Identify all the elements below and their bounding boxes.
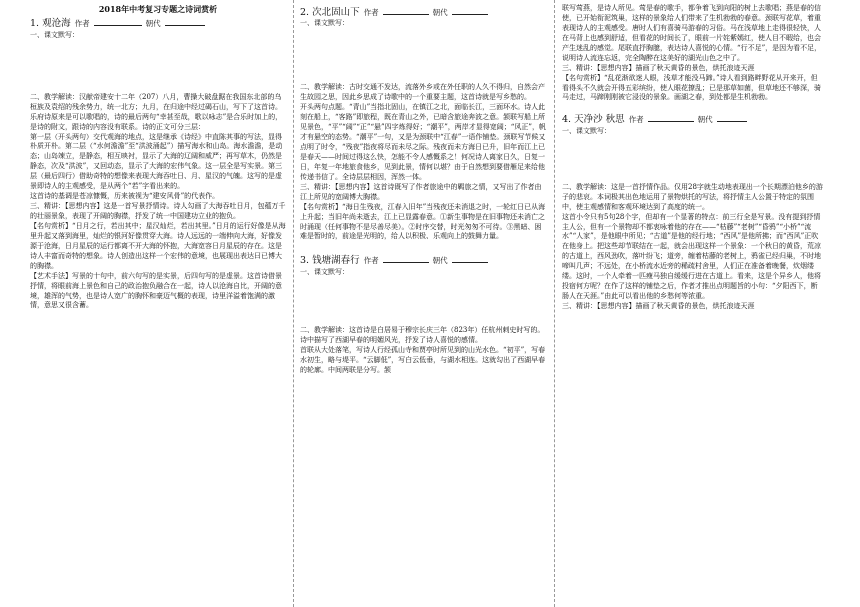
answer-space[interactable]: [30, 41, 286, 93]
paragraph: 【思想内容】描画了秋天黄昏的景色，烘托浪迹天涯: [597, 63, 755, 72]
author-blank[interactable]: [383, 6, 429, 15]
section-heading-recite: 一、课文默写：: [30, 30, 79, 39]
column-divider: [554, 0, 555, 607]
column-1: [30, 4, 286, 607]
dynasty-blank[interactable]: [165, 17, 205, 26]
column-divider: [293, 0, 294, 607]
section-heading-teaching: 二、教学解读：: [562, 182, 611, 191]
paragraph: 【思想内容】这是一首写景抒情诗。诗人勾画了大海吞吐日月，包蕴万千的壮丽景象，表现了开阔的胸襟，抒发了统一中国建功立业的抱负。: [30, 202, 286, 221]
document-title: 2018年中考复习专题之诗词赏析: [98, 4, 218, 14]
section-heading-teaching: 二、教学解读：: [300, 83, 349, 92]
dynasty-label: 朝代: [697, 115, 713, 125]
poem-heading: [300, 254, 546, 267]
paragraph: 首联从大处落笔，写诗人行经孤山寺和贾亭时所见到的山光水色。“初平”，写春水初生，略与堤平。“云脚低”，写白云低垂，与湖水相连。这就勾出了西湖早春的轮廓。中间两联是分写。颔: [300, 345, 546, 374]
column-3: [562, 4, 824, 607]
paragraph: 【艺术手法】写景的十句中，前六句写的是实景，后四句写的是虚景。这首诗借景抒情，将眼前海上景色和自己的政治抱负融合在一起，诗人以沧海自比，开阔的意境，雄浑的气势，也是诗人宽广的胸怀和豪迈气概的表现，诗里洋溢着饱满的激情，意思又很含蓄。: [30, 271, 282, 310]
paragraph: 【名句赏析】“日月之行，若出其中；星汉灿烂，若出其里。”日月的运行好像是从海里升起又落到海里，灿烂的银河好像贯穿大海。诗人远远的一端伸向大海，好像发源于沧海，日月星辰的运行都离不开大海的怀抱，大海宽容日月星辰的存在。这是诗人丰富而奇特的想象。诗人创造出这样一个宏伟的意境，也展现出表达曰已博大的胸襟。: [30, 221, 286, 270]
author-blank[interactable]: [383, 254, 429, 263]
author-blank[interactable]: [648, 113, 694, 122]
paragraph: 古时交通不发达，流落外乡或在外任职的人久不得归，自然会产生故园之思，因此乡思成了诗歌中的一个重要主题，这首诗就是写乡愁的。: [300, 83, 545, 102]
section-heading-recite: 一、课文默写：: [300, 267, 349, 276]
paragraph: 这首诗的基调是苍凉慷慨，历来被视为“建安风骨”的代表作。: [30, 192, 220, 201]
section-heading-teaching: 二、教学解读：: [300, 325, 349, 334]
poem-title: 2. 次北固山下: [300, 7, 360, 18]
poem-heading: [300, 6, 546, 19]
section-heading-explain: 三、精讲：: [562, 63, 597, 72]
paragraph: 这首诗是白居易于穆宗长庆三年（823年）任杭州刺史时写的。诗中描写了西湖早春的明媚风光，抒发了诗人喜悦的感情。: [300, 325, 545, 344]
paragraph: 汉献帝建安十二年（207）八月，曹操大破盘踞在我国东北部的乌桓族及袁绍的残余势力，统一北方；九月，在归途中经过碣石山，写下了这首诗。乐府诗原来是可以歌唱的，诗的最后两句“幸甚至哉，歌以咏志”是合乐时加上的，是诗的附文，跟诗的内容没有联系。诗的正文可分三层：: [30, 92, 283, 131]
poem-heading: [562, 113, 824, 126]
dynasty-label: 朝代: [432, 256, 448, 266]
dynasty-blank[interactable]: [717, 113, 747, 122]
section-heading-recite: 一、课文默写：: [300, 19, 349, 28]
author-label: 作者: [628, 115, 644, 125]
poem-title: 3. 钱塘湖春行: [300, 255, 360, 267]
poem-heading: [30, 17, 286, 30]
section-heading-recite: 一、课文默写：: [562, 126, 611, 135]
author-blank[interactable]: [94, 17, 142, 26]
paragraph: 联写莺燕，是诗人所见。莺是春的歌手，都争着飞到向阳的树上去歌唱；燕是春的信使，已开始衔泥筑巢，这样的景象给人们带来了生机勃勃的春意。颈联写花草，着重表现诗人的主观感受。唐时人们有喜骑马游春的习俗。马在浅草地上走得很轻快，人在马背上也感到舒适，但看花的时间长了，眼前一片姹紫嫣红，使人目不暇给，也会产生迷乱的感觉。尾联直抒胸臆，表达诗人喜悦的心情。“行不足”，是因为看不足，说明诗人流连忘返，完全陶醉在这美好的湖光山色之中了。: [562, 4, 822, 62]
poem-title: 4. 天净沙 秋思: [562, 114, 625, 126]
dynasty-blank[interactable]: [452, 254, 488, 263]
section-heading-explain: 三、精讲：: [30, 202, 65, 211]
paragraph: 开头两句点题。“青山”当指北固山，在镇江之北，面临长江，三面环水。诗人此刻在船上，“客路”即旅程，既在青山之外，已暗含旅途奔波之意。颔联写船上所见景色，“平”“阔”“正”“悬”四字炼得好；“潮平”，两岸才显得宽阔；“风正”，帆才有悬空的态势。“潮平”一句，又是为颈联中“江春”一语作铺垫。颈联写节候又点明了时令，“残夜”指夜将尽而未尽之际。残夜而未方海日已升，旧年而江上已是春天——时间过得这么快，怎能不令人感慨系之！何况诗人离家日久，日复一日，年复一年地旅食他乡，见到此景，情何以堪？由于自然想到要借雁足来给他传递书信了。全诗层层相因，浑然一体。: [300, 103, 546, 181]
paragraph: 这是一首抒情作品。仅用28字就生动地表现出一个长期漂泊他乡的游子的悲哀。本词极其出色地运用了景物烘托的写法，将抒情主人公置于特定的氛围中，使主观感情和客观环境达到了高度的统一。: [562, 182, 823, 211]
author-label: 作者: [363, 8, 379, 17]
paragraph: 【思想内容】描画了秋天黄昏的景色，烘托浪迹天涯: [597, 302, 755, 311]
dynasty-label: 朝代: [145, 19, 161, 29]
dynasty-blank[interactable]: [452, 6, 488, 15]
paragraph: 第一层（开头两句）交代观海的地点，这是继承《诗经》中直陈其事的写法，显得朴质开朴。第二层（“水何澹澹”至“洪波涌起”）描写海水和山岛。海水澹澹，是动态；山岛竦立，是静态，相互映衬，显示了大海的辽阔和威严；再写草木，仍然是静态，次及“洪波”，又回动态，显示了大海的宏伟气象。这一层全是写实景。第三层（最后四行）借助奇特的想像来表现大海吞吐日、月、星汉的气魄。这写的是虚景即诗人的主观感受，是从两个“若”字看出来的。: [30, 132, 283, 191]
answer-space[interactable]: [300, 29, 546, 83]
author-label: 作者: [363, 256, 379, 266]
poem-title: 1. 观沧海: [30, 18, 71, 30]
paragraph: 【名句赏析】“乱花渐欲迷人眼，浅草才能没马蹄。”诗人看到路畔野花从开来开，但看得头不久就会开得五彩缤纷，使人眼花撩乱；已是那草如菌，但草地还不够深，骑马走过，马蹄刚刚被它浸没的景象。画湖之春，到处都是生机勃勃。: [562, 73, 821, 102]
answer-space[interactable]: [562, 137, 824, 183]
dynasty-label: 朝代: [432, 8, 448, 17]
answer-space[interactable]: [300, 278, 546, 326]
section-heading-teaching: 二、教学解读：: [30, 92, 79, 101]
section-heading-explain: 三、精讲：: [300, 182, 335, 191]
author-label: 作者: [74, 19, 90, 29]
column-2: [300, 4, 546, 607]
section-heading-explain: 三、精讲：: [562, 302, 597, 311]
paragraph: 【名句赏析】“海日生残夜，江春入旧年”当残夜还未消退之时，一轮红日已从海上升起；当旧年尚未逝去，江上已显露春意。①新生事物是在旧事物还未消亡之时涌现（任何事物不是尽善尽美）。②时序交替，时光匆匆不可待。③黑暗、困难是暂时的，前途是光明的，给人以积极、乐观向上的鼓舞力量。: [300, 202, 546, 241]
paragraph: 【思想内容】这首诗既写了作者旅途中的羁旅之情，又写出了作者由江上所见的宽阔博大胸襟。: [300, 182, 542, 201]
paragraph: 这首小令只有5句28个字，但却有一个显著的特点：前三行全是写景。没有提到抒情主人公，但有一个景物却不都衷咏着他的存在——“枯藤”“老树”“昏鸦”“小桥”“流水”“人家”，是他眼中所见；“古道”是他的经行地；“西风”是他所拂；而“西风”正吹在他身上。把这些却节联结在一起，就会出现这样一个景象：一个秋日的黄昏，荒凉的古道上，西风劲吹，落叶纷飞；道旁，缠着枯藤的老树上，鸦雀已经归巢，不时地啼叫几声；不远处，在小桥流水近旁的稀疏村舍里，人们正在准备着晚餐，炊烟缕缕。这时，一个人牵着一匹瘦马独自缓缓行进在古道上。看来，这是个异乡人，他将投宿何方呢？在作了这样的铺垫之后，作者才推出点明题旨的小句：“夕阳西下，断肠人在天涯。”由此可以看出他的乡愁何等浓重。: [562, 212, 821, 301]
